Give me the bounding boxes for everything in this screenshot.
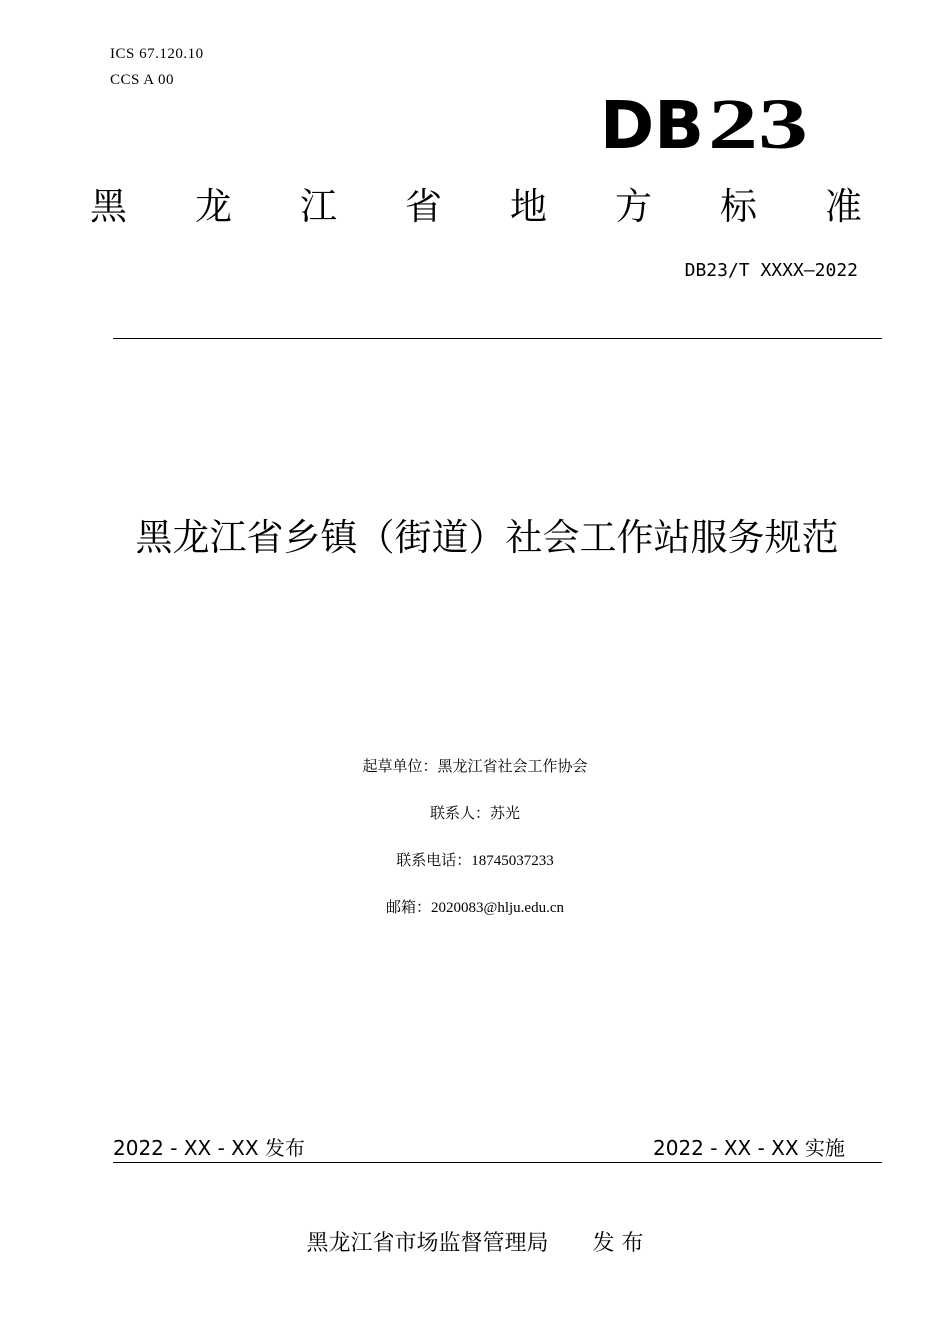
ccs-code: CCS A 00 xyxy=(110,72,175,88)
standard-type-char: 黑 xyxy=(90,185,127,228)
standard-type-char: 标 xyxy=(720,185,757,228)
contact-person-label: 联系人： xyxy=(429,804,490,822)
email-label: 邮箱： xyxy=(386,898,432,916)
email-value: 2020083@hlju.edu.cn xyxy=(431,900,564,916)
phone-line xyxy=(0,849,950,870)
ics-code: ICS 67.120.10 xyxy=(110,46,204,62)
phone-label: 联系电话： xyxy=(396,851,472,869)
drafter-label: 起草单位： xyxy=(362,757,438,775)
issuer-action: 发 布 xyxy=(592,1231,644,1256)
contact-person-value: 苏光 xyxy=(490,804,521,822)
document-title: 黑龙江省乡镇（街道）社会工作站服务规范 xyxy=(135,516,839,559)
db23-logo xyxy=(598,88,810,158)
issuer-line xyxy=(0,1226,950,1257)
standard-type-char: 方 xyxy=(615,185,652,228)
standard-number: DB23/T XXXX—2022 xyxy=(684,260,858,281)
standard-type-char: 地 xyxy=(510,185,547,228)
standard-type-char: 江 xyxy=(300,185,337,228)
phone-value: 18745037233 xyxy=(471,853,554,869)
logo-db-text: DB xyxy=(600,88,704,158)
publish-date: 2022 - XX - XX 发布 xyxy=(113,1136,305,1160)
drafter-value: 黑龙江省社会工作协会 xyxy=(437,757,588,775)
email-line xyxy=(0,896,950,917)
standard-type-title xyxy=(90,182,862,232)
standard-type-char: 省 xyxy=(405,185,442,228)
contact-person-line xyxy=(0,802,950,823)
logo-number-text: 23 xyxy=(708,88,808,158)
drafter-line xyxy=(0,755,950,776)
standard-type-char: 龙 xyxy=(195,185,232,228)
top-divider xyxy=(113,338,882,339)
standard-type-char: 准 xyxy=(825,185,862,228)
implementation-date: 2022 - XX - XX 实施 xyxy=(653,1136,845,1160)
bottom-divider xyxy=(113,1162,882,1163)
issuer-name: 黑龙江省市场监督管理局 xyxy=(306,1231,549,1256)
